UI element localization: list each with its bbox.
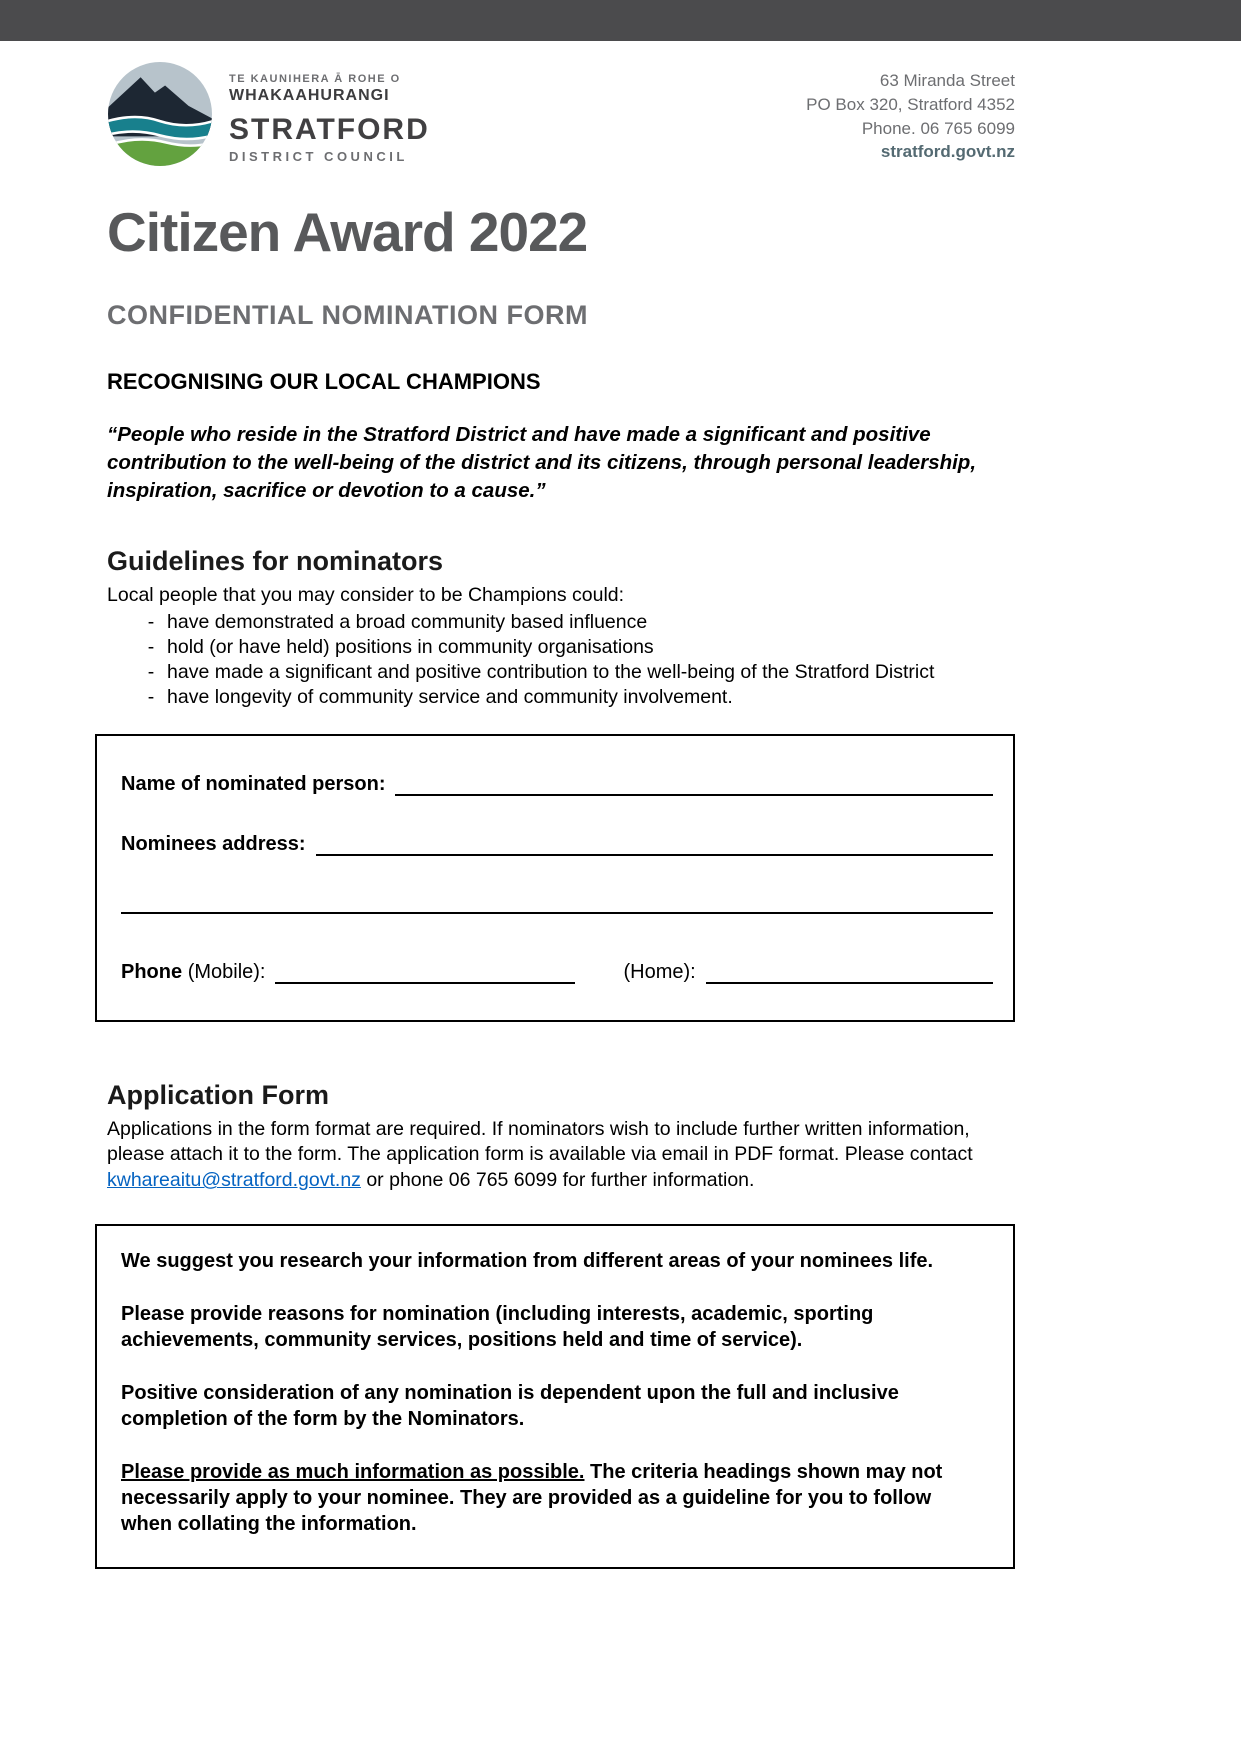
list-item-text: hold (or have held) positions in community organisations — [167, 635, 654, 658]
instruction-paragraph: Positive consideration of any nomination is dependent upon the full and inclusive completion of the form by the Nominators. — [121, 1381, 899, 1430]
mission-quote: “People who reside in the Stratford District and have made a significant and positive contribution to the well-being of the district and its citizens, through personal leadership, inspiration, sacrifice or devotion to a cause.” — [107, 422, 977, 503]
stratford-logo-icon — [107, 61, 213, 172]
instruction-paragraph: We suggest you research your information from different areas of your nominees life. — [121, 1249, 934, 1272]
nominator-instructions-box — [95, 1224, 1015, 1569]
list-item-text: have demonstrated a broad community based influence — [167, 610, 648, 633]
nominee-name-row — [121, 770, 993, 796]
phone-home-label: (Home): — [623, 960, 696, 983]
email-link[interactable]: kwhareaitu@stratford.govt.nz — [107, 1169, 361, 1192]
logo-council-subtitle: DISTRICT COUNCIL — [229, 149, 408, 164]
address-line-pobox: PO Box 320, Stratford 4352 — [806, 94, 1015, 114]
council-logo-text — [229, 69, 430, 164]
address-line-street: 63 Miranda Street — [879, 71, 1015, 90]
instruction-paragraph: Please provide reasons for nomination (including interests, academic, sporting achievements, community services, positions held and time of service). — [121, 1302, 874, 1351]
list-item-text: have longevity of community service and community involvement. — [167, 685, 733, 708]
list-item — [107, 610, 1015, 635]
phone-mobile-field-line — [275, 958, 575, 984]
nominee-name-label: Name of nominated person: — [121, 772, 386, 795]
instruction-paragraph-last — [121, 1459, 987, 1537]
application-text-after-link: or phone 06 765 6099 for further information. — [360, 1169, 755, 1192]
list-item — [107, 685, 1015, 710]
dash-bullet: - — [147, 685, 155, 708]
page-title: Citizen Award 2022 — [107, 201, 588, 263]
dash-bullet: - — [147, 610, 155, 633]
page-subtitle: CONFIDENTIAL NOMINATION FORM — [107, 299, 588, 330]
guidelines-list — [107, 610, 1015, 710]
logo-maori-line: TE KAUNIHERA Ā ROHE O — [229, 73, 401, 85]
application-form-heading: Application Form — [107, 1079, 329, 1110]
recognising-heading: RECOGNISING OUR LOCAL CHAMPIONS — [107, 368, 541, 394]
nominee-address-field-line — [316, 830, 993, 856]
application-text-before-link: Applications in the form format are required. If nominators wish to include further written information, please attach it to the form. The application form is available via email in PDF format. Please contact — [107, 1117, 973, 1166]
nomination-form-box — [95, 734, 1015, 1022]
list-item — [107, 635, 1015, 660]
application-form-paragraph — [107, 1117, 1015, 1194]
list-item — [107, 660, 1015, 685]
dash-bullet: - — [147, 660, 155, 683]
nominee-address-label: Nominees address: — [121, 832, 306, 855]
nominee-address-row — [121, 830, 993, 856]
phone-row — [121, 958, 993, 984]
guidelines-intro: Local people that you may consider to be Champions could: — [107, 583, 625, 606]
guidelines-heading: Guidelines for nominators — [107, 545, 444, 576]
council-logo — [107, 61, 430, 172]
website-link[interactable]: stratford.govt.nz — [880, 142, 1015, 162]
top-bar — [0, 0, 1241, 41]
instruction-rest: The criteria headings shown may not necessarily apply to your nominee. They are provided as a guideline for you to follow when collating the information. — [121, 1460, 943, 1535]
logo-maori-name: WHAKAAHURANGI — [229, 87, 390, 104]
nominee-address-field-line-2 — [121, 878, 993, 914]
dash-bullet: - — [147, 635, 155, 658]
contact-address-block — [806, 61, 1015, 164]
list-item-text: have made a significant and positive contribution to the well-being of the Stratford District — [167, 660, 935, 683]
phone-home-field-line — [706, 958, 993, 984]
address-line-phone: Phone. 06 765 6099 — [861, 118, 1015, 138]
underlined-instruction: Please provide as much information as possible. — [121, 1460, 585, 1483]
document-header — [107, 61, 1015, 172]
logo-council-name: STRATFORD — [229, 113, 430, 146]
nominee-name-field-line — [395, 770, 993, 796]
phone-mobile-label: Phone (Mobile): — [121, 960, 266, 983]
